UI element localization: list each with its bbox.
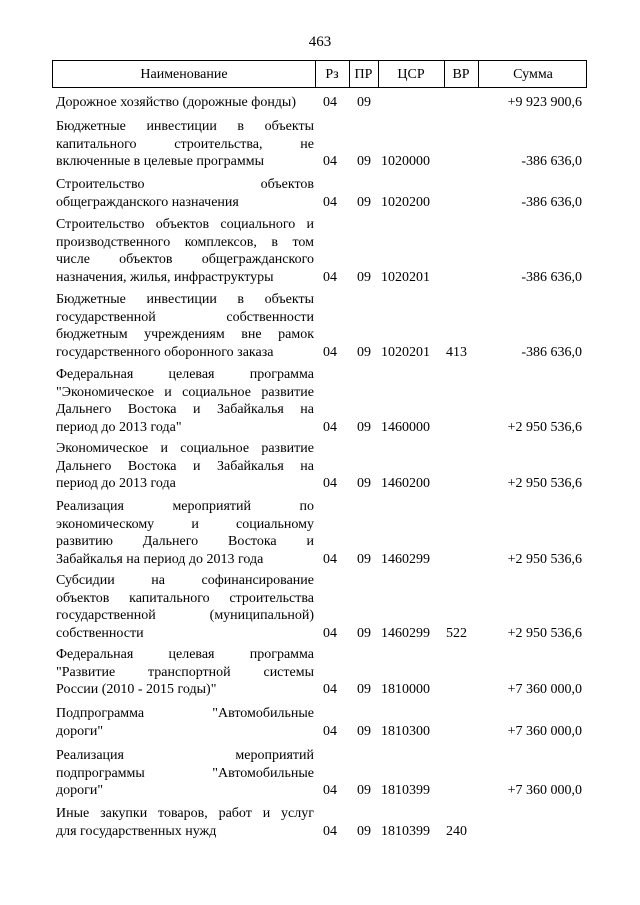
row-name-line: государственной (муниципальной): [56, 608, 314, 624]
row-name-line: Забайкалья на период до 2013 года: [56, 551, 264, 567]
row-vr: 522: [446, 625, 467, 641]
row-name-line: Реализация мероприятий по: [56, 499, 314, 514]
row-name-line: общегражданского назначения: [56, 194, 239, 210]
row-pr: 09: [357, 154, 371, 170]
row-name-line: развитию Дальнего Востока и: [56, 534, 314, 550]
row-sum: +2 950 536,6: [507, 476, 582, 492]
row-name: [56, 176, 314, 211]
row-name-line: Дальнего Востока и Забайкалья на: [56, 402, 314, 418]
row-name: [56, 498, 314, 568]
row-rz: 04: [323, 723, 337, 739]
row-rz: 04: [323, 476, 337, 492]
row-csr: 1020201: [381, 269, 430, 285]
row-csr: 1810000: [381, 682, 430, 698]
row-sum: -386 636,0: [521, 269, 582, 285]
row-sum: -386 636,0: [521, 194, 582, 210]
row-name: [56, 291, 314, 361]
row-rz: 04: [323, 783, 337, 799]
row-name-line: Строительство объектов: [56, 177, 314, 192]
row-csr: 1810300: [381, 723, 430, 739]
row-csr: 1460299: [381, 551, 430, 567]
row-name-line: числе объектов общегражданского: [56, 252, 314, 268]
row-name-line: России (2010 - 2015 годы)": [56, 682, 217, 698]
row-name: [56, 94, 314, 112]
row-name: [56, 805, 314, 840]
row-pr: 09: [357, 476, 371, 492]
row-name-line: государственного оборонного заказа: [56, 344, 274, 360]
row-sum: -386 636,0: [521, 154, 582, 170]
row-csr: 1460299: [381, 625, 430, 641]
row-name-line: назначения, жилья, инфраструктуры: [56, 269, 274, 285]
row-csr: 1020000: [381, 154, 430, 170]
row-pr: 09: [357, 682, 371, 698]
row-name-line: объектов капитального строительства: [56, 590, 314, 606]
row-name-line: Бюджетные инвестиции в объекты: [56, 119, 314, 134]
row-rz: 04: [323, 823, 337, 839]
header-rz: Рз: [325, 67, 339, 82]
row-name-line: дороги": [56, 783, 104, 799]
row-name: [56, 705, 314, 740]
row-sum: +7 360 000,0: [507, 783, 582, 799]
row-name: [56, 118, 314, 171]
row-name-line: Бюджетные инвестиции в объекты: [56, 292, 314, 307]
table-header: [52, 60, 587, 88]
row-sum: +2 950 536,6: [507, 551, 582, 567]
row-rz: 04: [323, 269, 337, 285]
row-pr: 09: [357, 625, 371, 641]
row-sum: -386 636,0: [521, 344, 582, 360]
row-name-line: Строительство объектов социального и: [56, 217, 314, 232]
row-name-line: "Экономическое и социальное развитие: [56, 384, 314, 400]
row-name-line: период до 2013 года: [56, 476, 176, 492]
row-name-line: производственного комплексов, в том: [56, 234, 314, 250]
row-name-line: для государственных нужд: [56, 823, 217, 839]
row-name-line: Федеральная целевая программа: [56, 647, 314, 662]
row-sum: +2 950 536,6: [507, 419, 582, 435]
row-rz: 04: [323, 682, 337, 698]
row-csr: 1020200: [381, 194, 430, 210]
row-name-line: бюджетным учреждениям вне рамок: [56, 327, 314, 343]
row-name-line: Субсидии на софинансирование: [56, 573, 314, 588]
header-vr: ВР: [452, 67, 470, 82]
row-rz: 04: [323, 95, 337, 110]
row-name-line: "Развитие транспортной системы: [56, 664, 314, 680]
row-rz: 04: [323, 419, 337, 435]
row-pr: 09: [357, 823, 371, 839]
row-name-line: Дальнего Востока и Забайкалья на: [56, 458, 314, 474]
row-csr: 1460200: [381, 476, 430, 492]
row-csr: 1810399: [381, 783, 430, 799]
row-vr: 240: [446, 823, 467, 839]
row-rz: 04: [323, 194, 337, 210]
row-pr: 09: [357, 269, 371, 285]
row-name: [56, 572, 314, 642]
row-name-line: капитального строительства, не: [56, 136, 314, 152]
row-sum: +7 360 000,0: [507, 682, 582, 698]
row-csr: 1810399: [381, 823, 430, 839]
header-csr: ЦСР: [397, 67, 425, 82]
row-vr: 413: [446, 344, 467, 360]
row-pr: 09: [357, 194, 371, 210]
row-pr: 09: [357, 419, 371, 435]
page-number: 463: [308, 34, 332, 50]
row-name-line: Федеральная целевая программа: [56, 367, 314, 382]
row-sum: +9 923 900,6: [507, 95, 582, 110]
header-pr: ПР: [354, 67, 373, 82]
row-csr: 1460000: [381, 419, 430, 435]
row-name-line: период до 2013 года": [56, 419, 182, 435]
row-name-line: Подпрограмма "Автомобильные: [56, 706, 314, 721]
row-name-line: Дорожное хозяйство (дорожные фонды): [56, 95, 297, 110]
row-name-line: собственности: [56, 625, 144, 641]
row-rz: 04: [323, 625, 337, 641]
row-name-line: Реализация мероприятий: [56, 748, 314, 763]
row-name: [56, 646, 314, 699]
row-rz: 04: [323, 551, 337, 567]
row-name-line: Экономическое и социальное развитие: [56, 441, 314, 456]
row-name-line: государственной собственности: [56, 309, 314, 325]
row-name-line: дороги": [56, 723, 104, 739]
row-sum: +2 950 536,6: [507, 625, 582, 641]
row-name: [56, 440, 314, 493]
row-name-line: подпрограммы "Автомобильные: [56, 765, 314, 781]
row-name: [56, 747, 314, 800]
row-name-line: включенные в целевые программы: [56, 154, 265, 170]
row-name: [56, 366, 314, 436]
header-sum: Сумма: [513, 67, 553, 82]
header-name: Наименование: [140, 67, 228, 82]
row-pr: 09: [357, 95, 371, 110]
row-rz: 04: [323, 344, 337, 360]
row-rz: 04: [323, 154, 337, 170]
row-pr: 09: [357, 783, 371, 799]
row-pr: 09: [357, 551, 371, 567]
row-name: [56, 216, 314, 286]
row-sum: +7 360 000,0: [507, 723, 582, 739]
row-pr: 09: [357, 344, 371, 360]
row-name-line: Иные закупки товаров, работ и услуг: [56, 806, 314, 821]
row-pr: 09: [357, 723, 371, 739]
row-csr: 1020201: [381, 344, 430, 360]
row-name-line: экономическому и социальному: [56, 516, 314, 532]
